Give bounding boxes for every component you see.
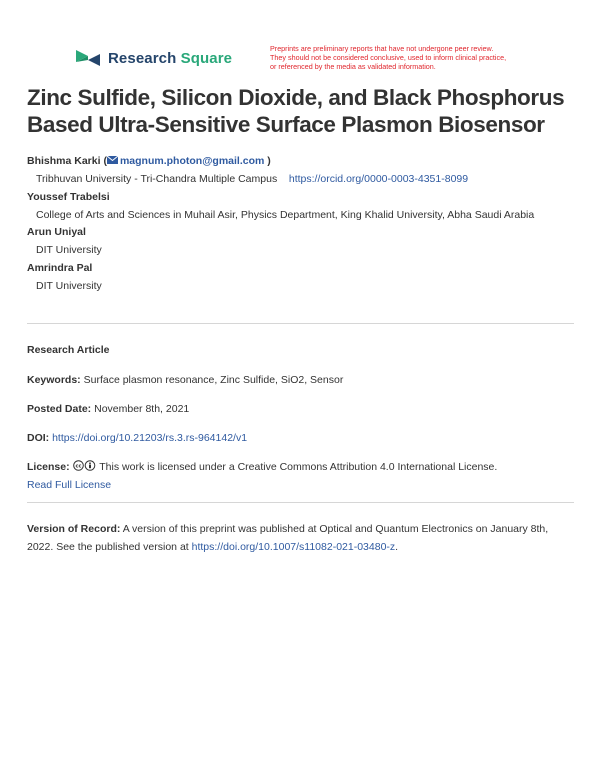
disclaimer-line-3: or referenced by the media as validated information. — [270, 62, 436, 71]
version-of-record: Version of Record: A version of this preprint was published at Optical and Quantum Electronics on January 8th, 2022. See the published version at https://doi.org/10.1007/s11082-021-03480-z. — [27, 523, 549, 553]
svg-text:cc: cc — [75, 463, 81, 470]
published-version-link[interactable]: https://doi.org/10.1007/s11082-021-03480-z — [191, 541, 396, 553]
preprint-disclaimer — [270, 44, 550, 71]
author-affiliation: College of Arts and Sciences in Muhail Asir, Physics Department, King Khalid University, Abha Saudi Arabia — [36, 209, 535, 221]
research-square-logo-icon — [74, 46, 102, 70]
doi-link[interactable]: https://doi.org/10.21203/rs.3.rs-964142/v1 — [52, 432, 248, 444]
divider — [27, 323, 574, 324]
keywords-label: Keywords: — [27, 374, 81, 386]
paper-title — [27, 84, 577, 138]
header — [74, 44, 544, 84]
divider — [27, 502, 574, 503]
license-label: License: — [27, 461, 70, 473]
version-label: Version of Record: — [27, 523, 121, 535]
article-type: Research Article — [27, 344, 110, 356]
author-email-link[interactable]: magnum.photon@gmail.com — [119, 155, 265, 167]
license — [27, 458, 577, 494]
author-1: Bhishma Karki ( magnum.photon@gmail.com ) — [27, 155, 271, 167]
doi — [27, 429, 577, 447]
title-line-1: Zinc Sulfide, Silicon Dioxide, and Black Phosphorus — [27, 85, 565, 110]
logo-text: Research Square — [108, 49, 233, 67]
research-square-logo[interactable] — [74, 46, 232, 70]
author-name: Amrindra Pal — [27, 262, 93, 274]
read-full-license-link[interactable]: Read Full License — [27, 479, 112, 491]
orcid-link[interactable]: https://orcid.org/0000-0003-4351-8099 — [288, 173, 469, 185]
posted-date-value: November 8th, 2021 — [94, 403, 190, 415]
author-affiliation: DIT University — [36, 280, 102, 292]
title-line-2: Based Ultra-Sensitive Surface Plasmon Biosensor — [27, 112, 545, 137]
license-text: This work is licensed under a Creative Commons Attribution 4.0 International License. — [99, 461, 498, 473]
author-list — [27, 152, 577, 295]
doi-label: DOI: — [27, 432, 50, 444]
disclaimer-line-1: Preprints are preliminary reports that have not undergone peer review. — [270, 44, 494, 53]
author-name: Bhishma Karki — [27, 155, 101, 167]
version-text: A version of this preprint was published at Optical and Quantum Electronics on January 8th, 2022. See the published version at — [27, 523, 549, 553]
author-affiliation: DIT University — [36, 244, 102, 256]
keywords-value: Surface plasmon resonance, Zinc Sulfide, SiO2, Sensor — [83, 374, 344, 386]
keywords — [27, 371, 577, 389]
author-name: Arun Uniyal — [27, 226, 86, 238]
disclaimer-line-2: They should not be considered conclusive, used to inform clinical practice, — [270, 53, 507, 62]
author-name: Youssef Trabelsi — [27, 191, 110, 203]
posted-date-label: Posted Date: — [27, 403, 92, 415]
creative-commons-by-icon — [73, 460, 97, 471]
posted-date — [27, 400, 577, 418]
author-affiliation: Tribhuvan University - Tri-Chandra Multiple Campus https://orcid.org/0000-0003-4351-8099 — [36, 173, 469, 185]
envelope-icon — [107, 156, 118, 164]
